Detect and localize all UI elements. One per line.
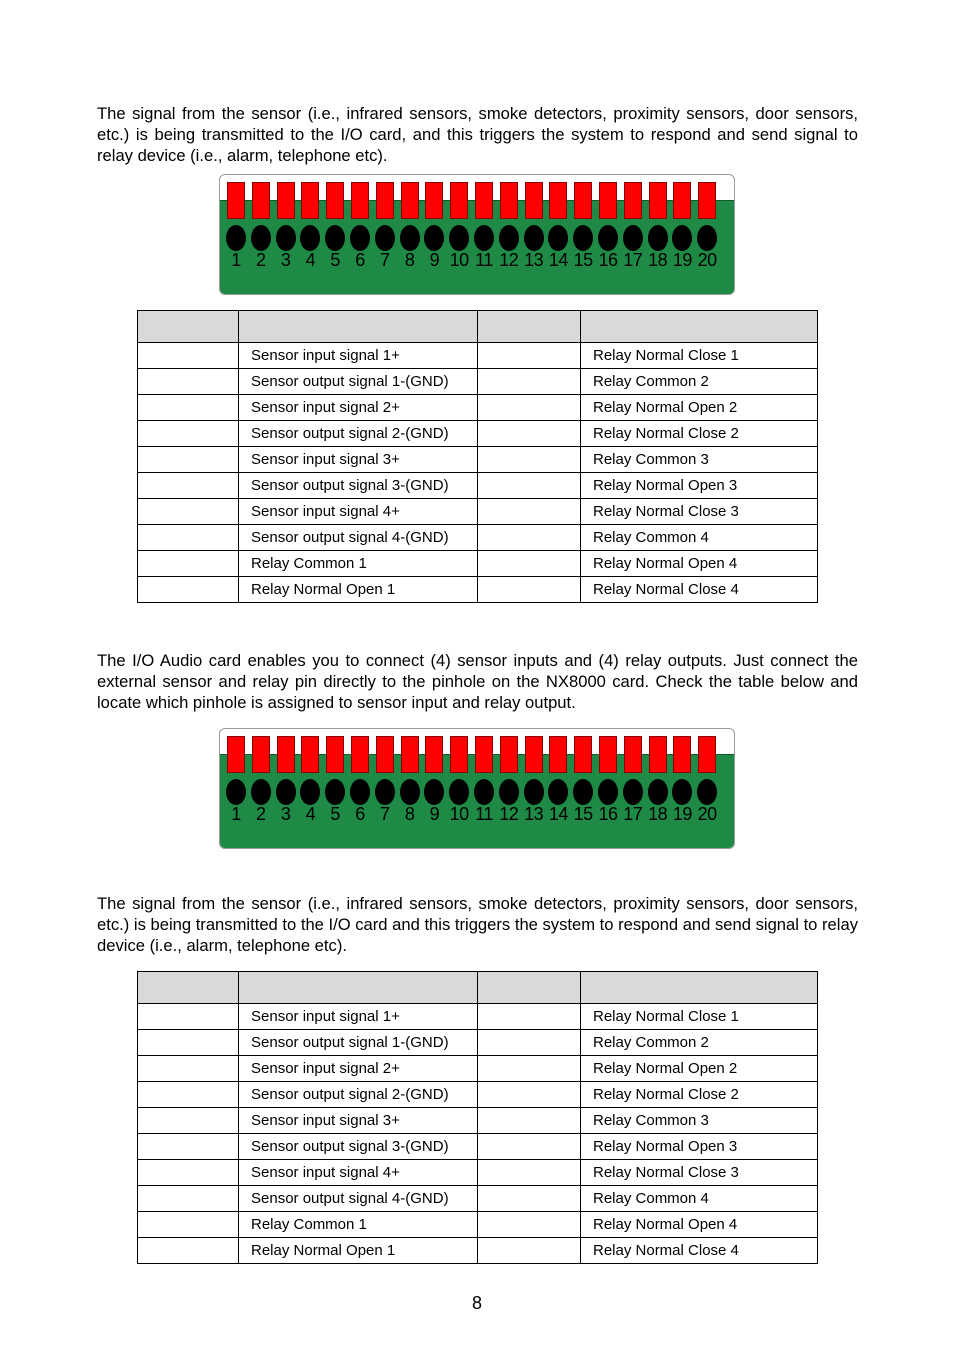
pin-number: 20 xyxy=(697,804,717,824)
pin-cell xyxy=(138,499,239,525)
description-cell: Sensor input signal 1+ xyxy=(239,1004,478,1030)
description-cell: Relay Normal Close 1 xyxy=(581,1004,818,1030)
pin-number: 17 xyxy=(623,804,643,824)
connector-pin xyxy=(301,182,319,219)
connector-pin xyxy=(475,736,493,773)
page-number: 8 xyxy=(471,1293,482,1313)
connector-pin xyxy=(376,182,394,219)
pin-number: 10 xyxy=(449,250,469,270)
table-header-row xyxy=(138,972,818,1004)
pin-number: 1 xyxy=(231,804,241,824)
pin-cell xyxy=(478,577,581,603)
pin-cell xyxy=(138,525,239,551)
pin-cell xyxy=(478,1030,581,1056)
pin-number: 6 xyxy=(355,250,365,270)
pin-cell xyxy=(138,1056,239,1082)
connector-pin xyxy=(698,182,716,219)
description-cell: Sensor output signal 3-(GND) xyxy=(239,473,478,499)
pin-cell xyxy=(138,343,239,369)
table-row xyxy=(138,1186,818,1212)
pin-cell xyxy=(138,369,239,395)
pin-cell xyxy=(478,1056,581,1082)
pin-number: 3 xyxy=(280,804,291,824)
connector-pin xyxy=(252,182,270,219)
table-row xyxy=(138,525,818,551)
pin-cell xyxy=(478,1082,581,1108)
description-cell: Relay Normal Close 4 xyxy=(581,1238,818,1264)
pin-cell xyxy=(478,369,581,395)
pin-cell xyxy=(138,473,239,499)
description-cell: Sensor output signal 1-(GND) xyxy=(239,1030,478,1056)
pin-cell xyxy=(138,1030,239,1056)
pin-number: 9 xyxy=(429,250,440,270)
description-cell: Relay Normal Open 2 xyxy=(581,395,818,421)
pin-number: 4 xyxy=(305,250,316,270)
connector-pin xyxy=(574,182,592,219)
table-row xyxy=(138,1212,818,1238)
pin-number: 7 xyxy=(380,804,390,824)
description-cell: Relay Normal Open 4 xyxy=(581,551,818,577)
table-row xyxy=(138,1108,818,1134)
pin-number: 9 xyxy=(429,804,440,824)
pin-number: 17 xyxy=(623,250,643,270)
header-cell xyxy=(478,972,581,1004)
intro-paragraph: The signal from the sensor (i.e., infrared sensors, smoke detectors, proximity sensors, door sensors, etc.) is being transmitted to the I/O card, and this triggers the system to respond and send signal to relay device (i.e., alarm, telephone etc). xyxy=(97,104,858,165)
table-row xyxy=(138,1004,818,1030)
connector-pin xyxy=(351,736,369,773)
pin-cell xyxy=(138,577,239,603)
table-row xyxy=(138,1082,818,1108)
connector-pin xyxy=(301,736,319,773)
connector-pin xyxy=(673,736,691,773)
header-cell xyxy=(478,311,581,343)
header-cell xyxy=(239,972,478,1004)
connector-pin xyxy=(549,182,567,219)
description-cell: Sensor output signal 4-(GND) xyxy=(239,525,478,551)
connector-pin xyxy=(425,736,443,773)
header-cell xyxy=(581,972,818,1004)
pin-number: 12 xyxy=(499,250,519,270)
pin-number: 4 xyxy=(305,804,316,824)
pin-number: 19 xyxy=(672,250,692,270)
connector-pin xyxy=(624,182,642,219)
connector-pin xyxy=(649,736,667,773)
description-cell: Relay Common 2 xyxy=(581,1030,818,1056)
description-cell: Relay Normal Close 3 xyxy=(581,1160,818,1186)
connector-pin xyxy=(227,736,245,773)
connector-pin xyxy=(599,182,617,219)
pin-number: 3 xyxy=(280,250,291,270)
pin-cell xyxy=(478,421,581,447)
pin-number: 16 xyxy=(598,250,618,270)
pin-number: 8 xyxy=(404,804,415,824)
pin-number: 13 xyxy=(524,250,544,270)
connector-pin xyxy=(599,736,617,773)
pin-number: 20 xyxy=(697,250,717,270)
pin-number: 8 xyxy=(404,250,415,270)
table-row xyxy=(138,499,818,525)
table-row xyxy=(138,473,818,499)
description-cell: Relay Normal Open 2 xyxy=(581,1056,818,1082)
connector-pin xyxy=(698,736,716,773)
pin-cell xyxy=(478,473,581,499)
pin-number: 2 xyxy=(256,804,266,824)
connector-pin xyxy=(252,736,270,773)
description-cell: Sensor output signal 1-(GND) xyxy=(239,369,478,395)
pin-number: 5 xyxy=(330,250,340,270)
connector-pin xyxy=(450,182,468,219)
pin-number: 16 xyxy=(598,804,618,824)
table-row xyxy=(138,577,818,603)
pin-cell xyxy=(138,1082,239,1108)
connector-pin xyxy=(401,736,419,773)
header-cell xyxy=(138,311,239,343)
pin-cell xyxy=(478,1212,581,1238)
connector-pin xyxy=(376,736,394,773)
pin-cell xyxy=(478,551,581,577)
pin-cell xyxy=(478,447,581,473)
connector-pin xyxy=(326,182,344,219)
description-cell: Sensor input signal 2+ xyxy=(239,1056,478,1082)
table-row xyxy=(138,1030,818,1056)
pin-cell xyxy=(138,1108,239,1134)
description-cell: Relay Normal Close 2 xyxy=(581,421,818,447)
connector-pin xyxy=(401,182,419,219)
table-row xyxy=(138,343,818,369)
description-cell: Relay Common 1 xyxy=(239,1212,478,1238)
description-cell: Relay Normal Close 2 xyxy=(581,1082,818,1108)
pin-number: 6 xyxy=(355,804,365,824)
description-cell: Sensor input signal 3+ xyxy=(239,1108,478,1134)
pin-number: 15 xyxy=(573,250,593,270)
connector-pin xyxy=(277,182,295,219)
signal-paragraph: The signal from the sensor (i.e., infrared sensors, smoke detectors, proximity sensors, door sensors, etc.) is being transmitted to the I/O card and this triggers the system to respond and send signal to relay device (i.e., alarm, telephone etc). xyxy=(97,894,858,955)
pin-cell xyxy=(478,1186,581,1212)
pin-number: 14 xyxy=(548,804,568,824)
pin-cell xyxy=(478,1160,581,1186)
pin-number: 18 xyxy=(648,250,668,270)
description-cell: Sensor output signal 3-(GND) xyxy=(239,1134,478,1160)
description-cell: Relay Normal Close 3 xyxy=(581,499,818,525)
description-cell: Sensor output signal 2-(GND) xyxy=(239,421,478,447)
pin-number: 15 xyxy=(573,804,593,824)
pin-cell xyxy=(138,1238,239,1264)
pin-cell xyxy=(478,395,581,421)
description-cell: Relay Common 4 xyxy=(581,525,818,551)
connector-pin xyxy=(351,182,369,219)
pin-number: 5 xyxy=(330,804,340,824)
pin-cell xyxy=(138,1186,239,1212)
pin-cell xyxy=(138,421,239,447)
description-cell: Relay Normal Open 3 xyxy=(581,1134,818,1160)
description-cell: Sensor output signal 4-(GND) xyxy=(239,1186,478,1212)
table-row xyxy=(138,395,818,421)
pin-cell xyxy=(138,1212,239,1238)
table-row xyxy=(138,447,818,473)
pin-cell xyxy=(138,447,239,473)
table-row xyxy=(138,1134,818,1160)
pin-number: 2 xyxy=(256,250,266,270)
pin-cell xyxy=(478,1108,581,1134)
description-cell: Relay Normal Open 4 xyxy=(581,1212,818,1238)
table-row xyxy=(138,421,818,447)
pin-number: 11 xyxy=(475,250,493,270)
pin-cell xyxy=(138,395,239,421)
description-cell: Relay Common 3 xyxy=(581,447,818,473)
pin-number: 13 xyxy=(524,804,544,824)
pin-number: 14 xyxy=(548,250,568,270)
description-cell: Relay Common 2 xyxy=(581,369,818,395)
header-cell xyxy=(581,311,818,343)
description-cell: Sensor output signal 2-(GND) xyxy=(239,1082,478,1108)
connector-pin xyxy=(450,736,468,773)
pin-cell xyxy=(478,343,581,369)
connector-pin xyxy=(525,182,543,219)
connector-pin xyxy=(475,182,493,219)
description-cell: Sensor input signal 2+ xyxy=(239,395,478,421)
pin-cell xyxy=(138,1160,239,1186)
header-cell xyxy=(239,311,478,343)
header-cell xyxy=(138,972,239,1004)
pin-cell xyxy=(478,525,581,551)
description-cell: Relay Normal Open 3 xyxy=(581,473,818,499)
pin-cell xyxy=(138,1134,239,1160)
description-cell: Relay Common 4 xyxy=(581,1186,818,1212)
description-cell: Relay Normal Open 1 xyxy=(239,577,478,603)
audio-pin-assignment-table xyxy=(137,971,818,1264)
description-cell: Sensor input signal 4+ xyxy=(239,499,478,525)
description-cell: Sensor input signal 4+ xyxy=(239,1160,478,1186)
description-cell: Sensor input signal 1+ xyxy=(239,343,478,369)
connector-pin xyxy=(574,736,592,773)
connector-pin xyxy=(425,182,443,219)
connector-pin xyxy=(649,182,667,219)
pin-number: 19 xyxy=(672,804,692,824)
table-row xyxy=(138,551,818,577)
connector-pin xyxy=(500,736,518,773)
connector-pin xyxy=(673,182,691,219)
connector-pin xyxy=(525,736,543,773)
pin-cell xyxy=(138,551,239,577)
io-audio-connector-diagram xyxy=(219,728,735,849)
connector-pin xyxy=(500,182,518,219)
connector-pin xyxy=(326,736,344,773)
pin-cell xyxy=(478,1238,581,1264)
table-row xyxy=(138,1056,818,1082)
table-row xyxy=(138,1160,818,1186)
description-cell: Relay Normal Close 1 xyxy=(581,343,818,369)
pin-cell xyxy=(478,1004,581,1030)
pin-assignment-table xyxy=(137,310,818,603)
pin-number: 7 xyxy=(380,250,390,270)
pin-cell xyxy=(478,499,581,525)
table-row xyxy=(138,1238,818,1264)
pin-cell xyxy=(478,1134,581,1160)
pin-number: 11 xyxy=(475,804,493,824)
table-row xyxy=(138,369,818,395)
pin-number: 10 xyxy=(449,804,469,824)
description-cell: Relay Normal Open 1 xyxy=(239,1238,478,1264)
connector-pin xyxy=(277,736,295,773)
pin-number: 18 xyxy=(648,804,668,824)
description-cell: Sensor input signal 3+ xyxy=(239,447,478,473)
pin-number: 12 xyxy=(499,804,519,824)
description-cell: Relay Common 3 xyxy=(581,1108,818,1134)
io-connector-diagram xyxy=(219,174,735,295)
pin-cell xyxy=(138,1004,239,1030)
connector-pin xyxy=(549,736,567,773)
connector-pin xyxy=(624,736,642,773)
table-header-row xyxy=(138,311,818,343)
description-cell: Relay Common 1 xyxy=(239,551,478,577)
pin-number: 1 xyxy=(231,250,241,270)
description-cell: Relay Normal Close 4 xyxy=(581,577,818,603)
audio-card-paragraph: The I/O Audio card enables you to connect (4) sensor inputs and (4) relay outputs. Just connect the external sensor and relay pin directly to the pinhole on the NX8000 card. Check the table below and locate which pinhole is assigned to sensor input and relay output. xyxy=(97,651,858,712)
connector-pin xyxy=(227,182,245,219)
